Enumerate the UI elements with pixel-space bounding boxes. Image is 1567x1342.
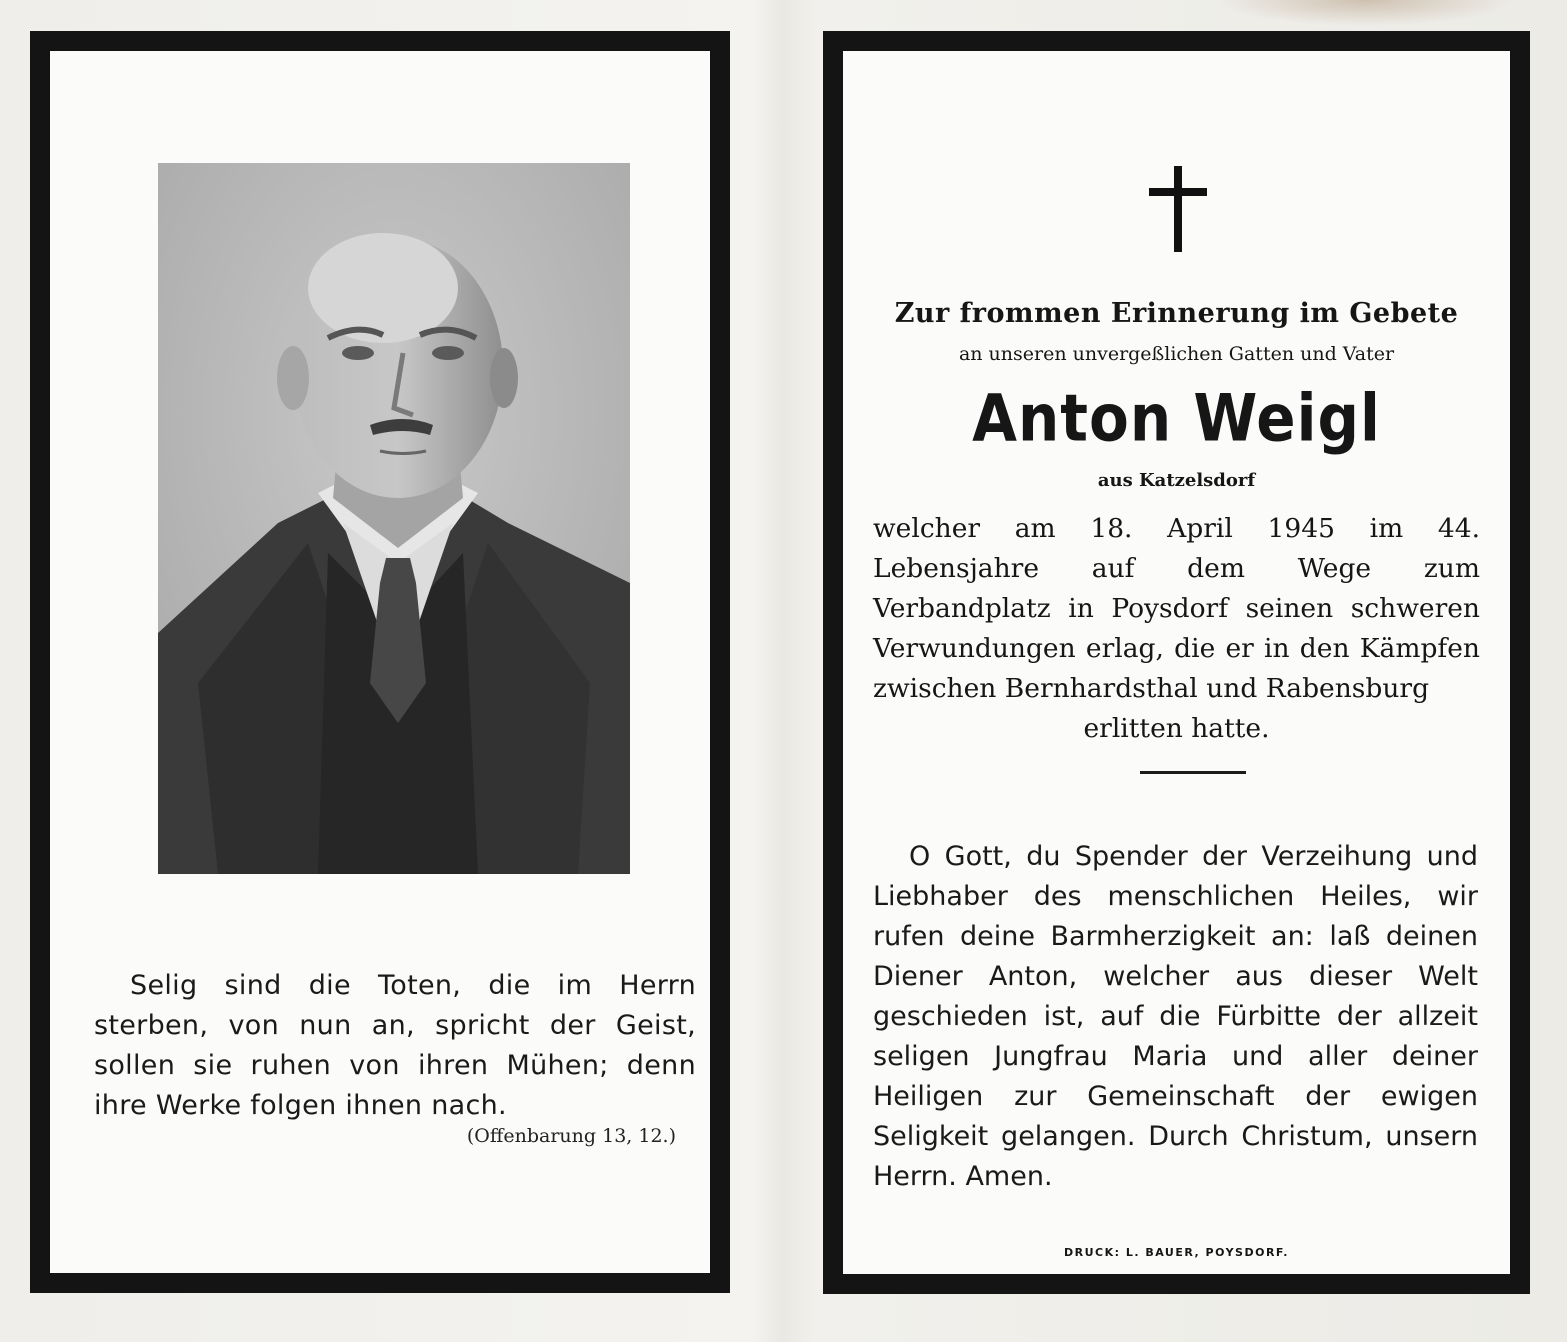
biography — [873, 509, 1480, 749]
verse-reference: (Offenbarung 13, 12.) — [466, 1125, 676, 1147]
prayer-text: O Gott, du Spender der Verzeihung und Liebhaber des menschlichen Heiles, wir rufen deine Barmherzigkeit an: laß deinen Diener Anton, welcher aus dieser Welt geschieden ist, auf die Fürbitte der allzeit seligen Jungfrau Maria und aller deiner Heiligen zur Gemeinschaft der ewigen Seligkeit gelangen. Durch Christum, unsern Herrn. Amen. — [873, 841, 1478, 1192]
biography-last-line: erlitten hatte. — [1083, 713, 1270, 744]
prayer — [873, 837, 1478, 1197]
printer-imprint: DRUCK: L. BAUER, POYSDORF. — [1063, 1246, 1289, 1259]
divider-line — [1140, 771, 1246, 774]
portrait-photo-illustration — [158, 163, 630, 874]
deceased-name: Anton Weigl — [972, 379, 1381, 457]
biography-text: welcher am 18. April 1945 im 44. Lebensjahre auf dem Wege zum Verbandplatz in Poysdorf seinen schweren Verwundungen erlag, die er in den Kämpfen zwischen Bernhardsthal und Rabensburg — [873, 513, 1480, 704]
left-memorial-panel — [30, 31, 730, 1293]
memorial-subheading: an unseren unvergeßlichen Gatten und Vater — [958, 343, 1395, 365]
right-memorial-panel — [823, 31, 1530, 1294]
deceased-origin: aus Katzelsdorf — [1097, 470, 1256, 491]
bible-verse-text: Selig sind die Toten, die im Herrn sterben, von nun an, spricht der Geist, sollen sie ruhen von ihren Mühen; denn ihre Werke folgen ihnen nach. — [94, 970, 696, 1121]
portrait-photo — [158, 163, 630, 874]
bible-verse — [94, 966, 696, 1126]
paper-stain — [1215, 0, 1515, 26]
memorial-heading: Zur frommen Erinnerung im Gebete — [894, 298, 1459, 329]
